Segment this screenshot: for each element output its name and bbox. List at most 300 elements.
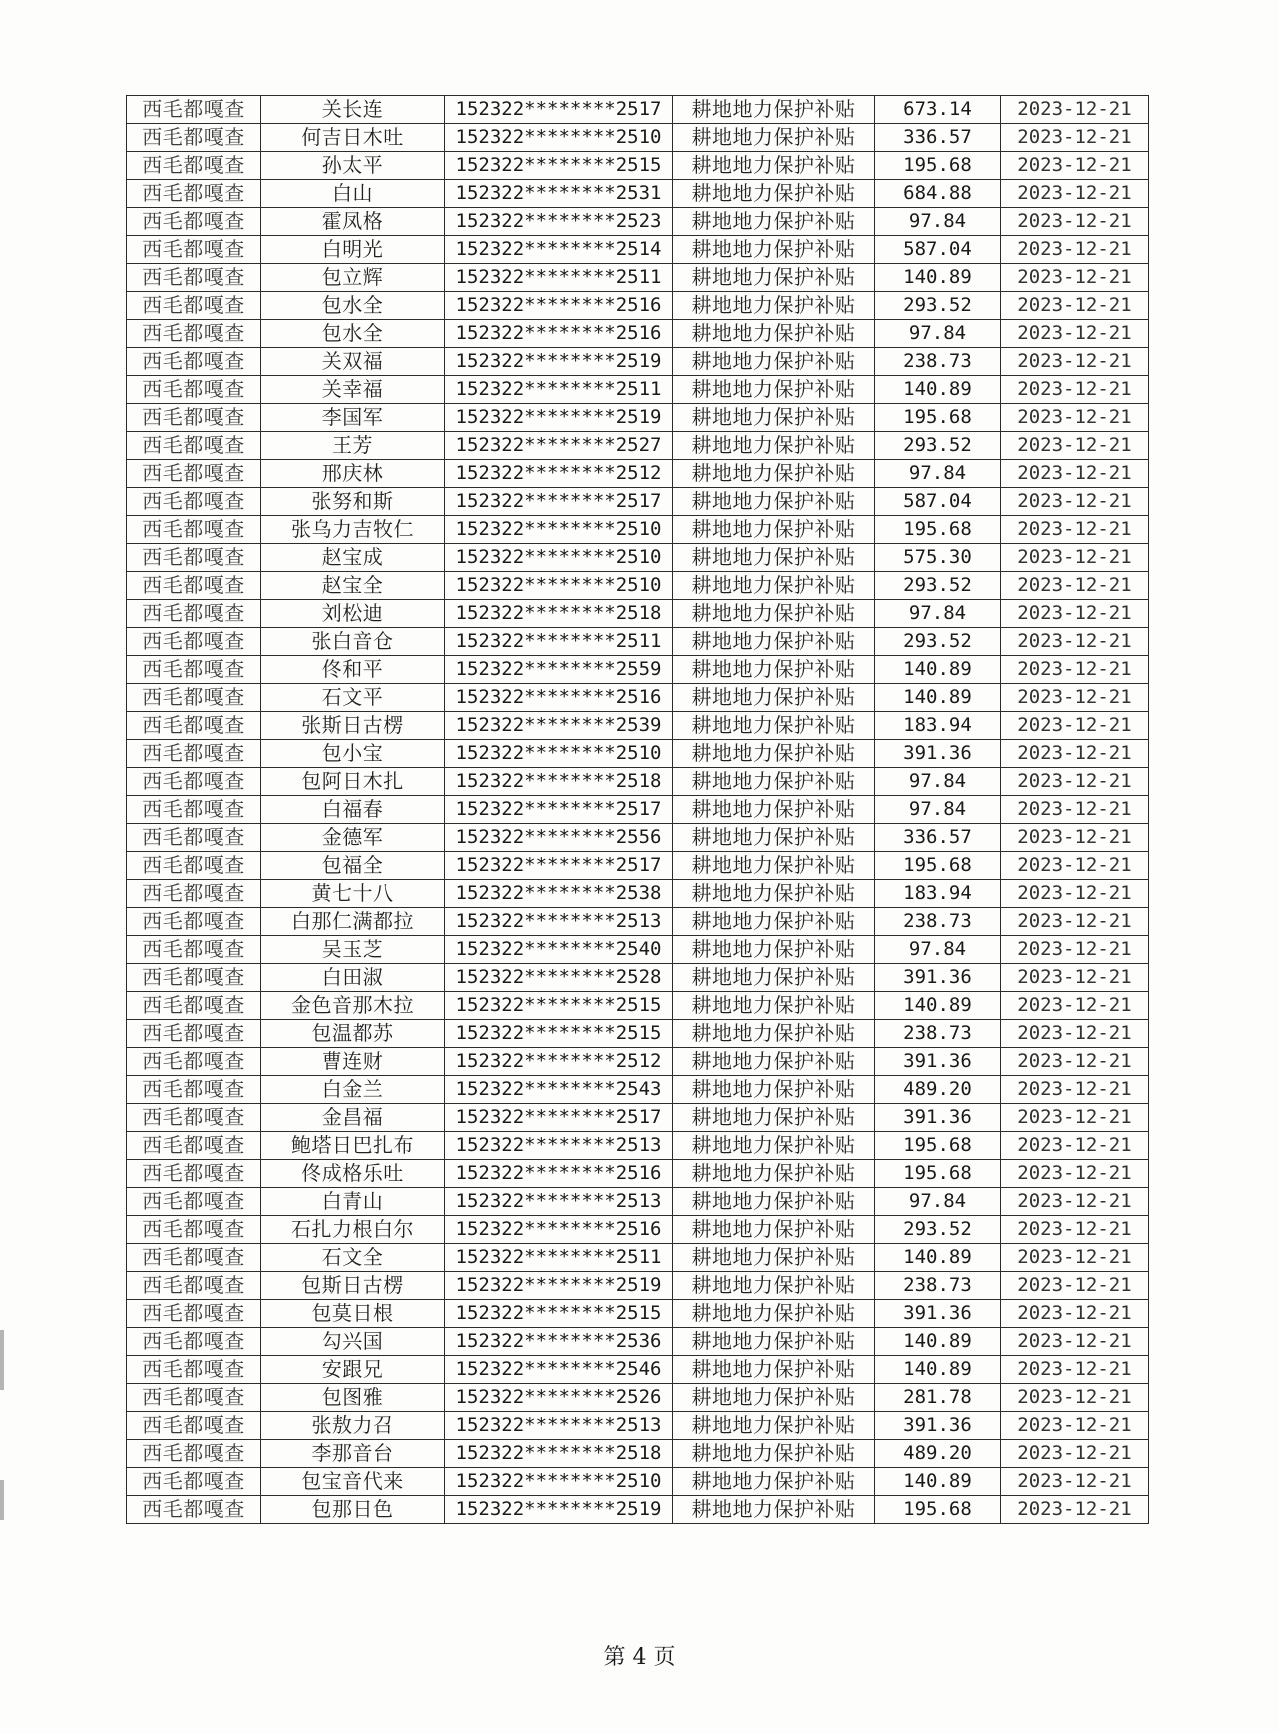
recipient-name-cell: 白金兰 <box>261 1076 445 1104</box>
subsidy-type-cell: 耕地地力保护补贴 <box>673 600 875 628</box>
date-cell: 2023-12-21 <box>1001 208 1149 236</box>
subsidy-type-cell: 耕地地力保护补贴 <box>673 1244 875 1272</box>
id-number-cell: 152322********2518 <box>445 1440 673 1468</box>
table-row <box>127 124 1149 152</box>
table-row <box>127 656 1149 684</box>
date-cell: 2023-12-21 <box>1001 992 1149 1020</box>
table-row <box>127 1300 1149 1328</box>
date-cell: 2023-12-21 <box>1001 712 1149 740</box>
recipient-name-cell: 石文全 <box>261 1244 445 1272</box>
table-row <box>127 1328 1149 1356</box>
table-row <box>127 404 1149 432</box>
date-cell: 2023-12-21 <box>1001 1384 1149 1412</box>
village-cell: 西毛都嘎查 <box>127 908 261 936</box>
subsidy-type-cell: 耕地地力保护补贴 <box>673 1440 875 1468</box>
date-cell: 2023-12-21 <box>1001 908 1149 936</box>
id-number-cell: 152322********2538 <box>445 880 673 908</box>
amount-cell: 195.68 <box>875 404 1001 432</box>
subsidy-type-cell: 耕地地力保护补贴 <box>673 348 875 376</box>
table-row <box>127 376 1149 404</box>
recipient-name-cell: 曹连财 <box>261 1048 445 1076</box>
village-cell: 西毛都嘎查 <box>127 936 261 964</box>
amount-cell: 238.73 <box>875 348 1001 376</box>
recipient-name-cell: 吴玉芝 <box>261 936 445 964</box>
table-row <box>127 208 1149 236</box>
subsidy-type-cell: 耕地地力保护补贴 <box>673 852 875 880</box>
village-cell: 西毛都嘎查 <box>127 516 261 544</box>
date-cell: 2023-12-21 <box>1001 1188 1149 1216</box>
date-cell: 2023-12-21 <box>1001 824 1149 852</box>
recipient-name-cell: 王芳 <box>261 432 445 460</box>
scan-edge-mark <box>0 1480 4 1520</box>
recipient-name-cell: 张敖力召 <box>261 1412 445 1440</box>
date-cell: 2023-12-21 <box>1001 1104 1149 1132</box>
subsidy-type-cell: 耕地地力保护补贴 <box>673 1356 875 1384</box>
subsidy-type-cell: 耕地地力保护补贴 <box>673 1300 875 1328</box>
recipient-name-cell: 包温都苏 <box>261 1020 445 1048</box>
date-cell: 2023-12-21 <box>1001 1300 1149 1328</box>
village-cell: 西毛都嘎查 <box>127 964 261 992</box>
village-cell: 西毛都嘎查 <box>127 852 261 880</box>
subsidy-type-cell: 耕地地力保护补贴 <box>673 488 875 516</box>
recipient-name-cell: 包小宝 <box>261 740 445 768</box>
village-cell: 西毛都嘎查 <box>127 488 261 516</box>
recipient-name-cell: 刘松迪 <box>261 600 445 628</box>
recipient-name-cell: 安跟兄 <box>261 1356 445 1384</box>
date-cell: 2023-12-21 <box>1001 1412 1149 1440</box>
village-cell: 西毛都嘎查 <box>127 1300 261 1328</box>
table-row <box>127 740 1149 768</box>
village-cell: 西毛都嘎查 <box>127 1216 261 1244</box>
recipient-name-cell: 白山 <box>261 180 445 208</box>
amount-cell: 238.73 <box>875 908 1001 936</box>
date-cell: 2023-12-21 <box>1001 96 1149 124</box>
subsidy-type-cell: 耕地地力保护补贴 <box>673 236 875 264</box>
date-cell: 2023-12-21 <box>1001 488 1149 516</box>
date-cell: 2023-12-21 <box>1001 180 1149 208</box>
table-row <box>127 348 1149 376</box>
village-cell: 西毛都嘎查 <box>127 208 261 236</box>
table-row <box>127 712 1149 740</box>
subsidy-type-cell: 耕地地力保护补贴 <box>673 1468 875 1496</box>
recipient-name-cell: 何吉日木吐 <box>261 124 445 152</box>
village-cell: 西毛都嘎查 <box>127 740 261 768</box>
amount-cell: 140.89 <box>875 264 1001 292</box>
id-number-cell: 152322********2519 <box>445 348 673 376</box>
table-row <box>127 1384 1149 1412</box>
date-cell: 2023-12-21 <box>1001 1328 1149 1356</box>
amount-cell: 140.89 <box>875 1468 1001 1496</box>
village-cell: 西毛都嘎查 <box>127 1412 261 1440</box>
id-number-cell: 152322********2512 <box>445 1048 673 1076</box>
recipient-name-cell: 白福春 <box>261 796 445 824</box>
table-row <box>127 96 1149 124</box>
subsidy-type-cell: 耕地地力保护补贴 <box>673 208 875 236</box>
table-row <box>127 1160 1149 1188</box>
village-cell: 西毛都嘎查 <box>127 1132 261 1160</box>
recipient-name-cell: 包那日色 <box>261 1496 445 1524</box>
amount-cell: 97.84 <box>875 320 1001 348</box>
subsidy-table <box>126 95 1149 1524</box>
amount-cell: 684.88 <box>875 180 1001 208</box>
recipient-name-cell: 石文平 <box>261 684 445 712</box>
village-cell: 西毛都嘎查 <box>127 628 261 656</box>
village-cell: 西毛都嘎查 <box>127 1188 261 1216</box>
table-row <box>127 1048 1149 1076</box>
table-row <box>127 628 1149 656</box>
village-cell: 西毛都嘎查 <box>127 1496 261 1524</box>
date-cell: 2023-12-21 <box>1001 544 1149 572</box>
table-row <box>127 600 1149 628</box>
amount-cell: 140.89 <box>875 1244 1001 1272</box>
id-number-cell: 152322********2519 <box>445 404 673 432</box>
village-cell: 西毛都嘎查 <box>127 1328 261 1356</box>
table-row <box>127 880 1149 908</box>
id-number-cell: 152322********2512 <box>445 460 673 488</box>
village-cell: 西毛都嘎查 <box>127 432 261 460</box>
village-cell: 西毛都嘎查 <box>127 880 261 908</box>
id-number-cell: 152322********2513 <box>445 1188 673 1216</box>
recipient-name-cell: 包水全 <box>261 320 445 348</box>
date-cell: 2023-12-21 <box>1001 460 1149 488</box>
date-cell: 2023-12-21 <box>1001 124 1149 152</box>
subsidy-type-cell: 耕地地力保护补贴 <box>673 1272 875 1300</box>
recipient-name-cell: 包水全 <box>261 292 445 320</box>
table-row <box>127 1272 1149 1300</box>
recipient-name-cell: 张乌力吉牧仁 <box>261 516 445 544</box>
subsidy-type-cell: 耕地地力保护补贴 <box>673 1020 875 1048</box>
id-number-cell: 152322********2526 <box>445 1384 673 1412</box>
id-number-cell: 152322********2513 <box>445 1412 673 1440</box>
village-cell: 西毛都嘎查 <box>127 824 261 852</box>
id-number-cell: 152322********2543 <box>445 1076 673 1104</box>
date-cell: 2023-12-21 <box>1001 1272 1149 1300</box>
table-row <box>127 1188 1149 1216</box>
village-cell: 西毛都嘎查 <box>127 796 261 824</box>
subsidy-type-cell: 耕地地力保护补贴 <box>673 432 875 460</box>
date-cell: 2023-12-21 <box>1001 236 1149 264</box>
table-row <box>127 796 1149 824</box>
date-cell: 2023-12-21 <box>1001 740 1149 768</box>
village-cell: 西毛都嘎查 <box>127 1076 261 1104</box>
subsidy-type-cell: 耕地地力保护补贴 <box>673 712 875 740</box>
table-row <box>127 1104 1149 1132</box>
recipient-name-cell: 包图雅 <box>261 1384 445 1412</box>
table-row <box>127 1020 1149 1048</box>
id-number-cell: 152322********2518 <box>445 768 673 796</box>
recipient-name-cell: 霍凤格 <box>261 208 445 236</box>
amount-cell: 195.68 <box>875 1160 1001 1188</box>
amount-cell: 391.36 <box>875 740 1001 768</box>
date-cell: 2023-12-21 <box>1001 1020 1149 1048</box>
recipient-name-cell: 李国军 <box>261 404 445 432</box>
amount-cell: 336.57 <box>875 124 1001 152</box>
amount-cell: 183.94 <box>875 712 1001 740</box>
subsidy-type-cell: 耕地地力保护补贴 <box>673 1384 875 1412</box>
table-row <box>127 544 1149 572</box>
amount-cell: 97.84 <box>875 208 1001 236</box>
subsidy-type-cell: 耕地地力保护补贴 <box>673 516 875 544</box>
subsidy-type-cell: 耕地地力保护补贴 <box>673 1496 875 1524</box>
date-cell: 2023-12-21 <box>1001 376 1149 404</box>
subsidy-type-cell: 耕地地力保护补贴 <box>673 460 875 488</box>
village-cell: 西毛都嘎查 <box>127 1160 261 1188</box>
table-row <box>127 516 1149 544</box>
id-number-cell: 152322********2517 <box>445 796 673 824</box>
recipient-name-cell: 勾兴国 <box>261 1328 445 1356</box>
amount-cell: 391.36 <box>875 1300 1001 1328</box>
subsidy-type-cell: 耕地地力保护补贴 <box>673 404 875 432</box>
recipient-name-cell: 赵宝成 <box>261 544 445 572</box>
amount-cell: 336.57 <box>875 824 1001 852</box>
subsidy-table-body <box>127 96 1149 1524</box>
recipient-name-cell: 金德军 <box>261 824 445 852</box>
subsidy-type-cell: 耕地地力保护补贴 <box>673 264 875 292</box>
id-number-cell: 152322********2516 <box>445 1216 673 1244</box>
amount-cell: 575.30 <box>875 544 1001 572</box>
id-number-cell: 152322********2511 <box>445 1244 673 1272</box>
id-number-cell: 152322********2510 <box>445 572 673 600</box>
id-number-cell: 152322********2517 <box>445 488 673 516</box>
amount-cell: 97.84 <box>875 768 1001 796</box>
subsidy-type-cell: 耕地地力保护补贴 <box>673 1328 875 1356</box>
recipient-name-cell: 金色音那木拉 <box>261 992 445 1020</box>
subsidy-type-cell: 耕地地力保护补贴 <box>673 992 875 1020</box>
date-cell: 2023-12-21 <box>1001 852 1149 880</box>
village-cell: 西毛都嘎查 <box>127 656 261 684</box>
table-row <box>127 1356 1149 1384</box>
amount-cell: 587.04 <box>875 236 1001 264</box>
recipient-name-cell: 白青山 <box>261 1188 445 1216</box>
id-number-cell: 152322********2517 <box>445 1104 673 1132</box>
village-cell: 西毛都嘎查 <box>127 1468 261 1496</box>
village-cell: 西毛都嘎查 <box>127 600 261 628</box>
village-cell: 西毛都嘎查 <box>127 1020 261 1048</box>
amount-cell: 489.20 <box>875 1076 1001 1104</box>
amount-cell: 195.68 <box>875 516 1001 544</box>
village-cell: 西毛都嘎查 <box>127 292 261 320</box>
date-cell: 2023-12-21 <box>1001 432 1149 460</box>
amount-cell: 391.36 <box>875 1104 1001 1132</box>
id-number-cell: 152322********2519 <box>445 1496 673 1524</box>
subsidy-type-cell: 耕地地力保护补贴 <box>673 1132 875 1160</box>
subsidy-type-cell: 耕地地力保护补贴 <box>673 908 875 936</box>
date-cell: 2023-12-21 <box>1001 320 1149 348</box>
recipient-name-cell: 包立辉 <box>261 264 445 292</box>
table-row <box>127 1412 1149 1440</box>
table-row <box>127 1468 1149 1496</box>
subsidy-type-cell: 耕地地力保护补贴 <box>673 1216 875 1244</box>
scan-edge-mark <box>0 1330 4 1390</box>
amount-cell: 391.36 <box>875 964 1001 992</box>
recipient-name-cell: 孙太平 <box>261 152 445 180</box>
amount-cell: 195.68 <box>875 852 1001 880</box>
date-cell: 2023-12-21 <box>1001 628 1149 656</box>
amount-cell: 140.89 <box>875 992 1001 1020</box>
recipient-name-cell: 黄七十八 <box>261 880 445 908</box>
id-number-cell: 152322********2540 <box>445 936 673 964</box>
subsidy-type-cell: 耕地地力保护补贴 <box>673 936 875 964</box>
subsidy-type-cell: 耕地地力保护补贴 <box>673 1076 875 1104</box>
id-number-cell: 152322********2515 <box>445 992 673 1020</box>
id-number-cell: 152322********2556 <box>445 824 673 852</box>
village-cell: 西毛都嘎查 <box>127 96 261 124</box>
date-cell: 2023-12-21 <box>1001 404 1149 432</box>
recipient-name-cell: 金昌福 <box>261 1104 445 1132</box>
table-row <box>127 684 1149 712</box>
village-cell: 西毛都嘎查 <box>127 544 261 572</box>
amount-cell: 97.84 <box>875 1188 1001 1216</box>
recipient-name-cell: 关双福 <box>261 348 445 376</box>
subsidy-type-cell: 耕地地力保护补贴 <box>673 292 875 320</box>
amount-cell: 238.73 <box>875 1272 1001 1300</box>
recipient-name-cell: 鲍塔日巴扎布 <box>261 1132 445 1160</box>
recipient-name-cell: 张斯日古楞 <box>261 712 445 740</box>
id-number-cell: 152322********2510 <box>445 1468 673 1496</box>
amount-cell: 97.84 <box>875 600 1001 628</box>
id-number-cell: 152322********2517 <box>445 96 673 124</box>
date-cell: 2023-12-21 <box>1001 572 1149 600</box>
id-number-cell: 152322********2518 <box>445 600 673 628</box>
subsidy-type-cell: 耕地地力保护补贴 <box>673 768 875 796</box>
village-cell: 西毛都嘎查 <box>127 1440 261 1468</box>
village-cell: 西毛都嘎查 <box>127 460 261 488</box>
table-row <box>127 852 1149 880</box>
table-row <box>127 180 1149 208</box>
table-row <box>127 152 1149 180</box>
recipient-name-cell: 邢庆林 <box>261 460 445 488</box>
recipient-name-cell: 赵宝全 <box>261 572 445 600</box>
table-row <box>127 1244 1149 1272</box>
date-cell: 2023-12-21 <box>1001 964 1149 992</box>
village-cell: 西毛都嘎查 <box>127 1384 261 1412</box>
subsidy-type-cell: 耕地地力保护补贴 <box>673 572 875 600</box>
village-cell: 西毛都嘎查 <box>127 1244 261 1272</box>
date-cell: 2023-12-21 <box>1001 656 1149 684</box>
id-number-cell: 152322********2510 <box>445 516 673 544</box>
id-number-cell: 152322********2559 <box>445 656 673 684</box>
table-row <box>127 824 1149 852</box>
recipient-name-cell: 包宝音代来 <box>261 1468 445 1496</box>
id-number-cell: 152322********2510 <box>445 124 673 152</box>
village-cell: 西毛都嘎查 <box>127 348 261 376</box>
id-number-cell: 152322********2515 <box>445 1020 673 1048</box>
id-number-cell: 152322********2527 <box>445 432 673 460</box>
id-number-cell: 152322********2513 <box>445 1132 673 1160</box>
date-cell: 2023-12-21 <box>1001 264 1149 292</box>
village-cell: 西毛都嘎查 <box>127 264 261 292</box>
recipient-name-cell: 包福全 <box>261 852 445 880</box>
date-cell: 2023-12-21 <box>1001 796 1149 824</box>
village-cell: 西毛都嘎查 <box>127 152 261 180</box>
date-cell: 2023-12-21 <box>1001 1132 1149 1160</box>
village-cell: 西毛都嘎查 <box>127 180 261 208</box>
id-number-cell: 152322********2539 <box>445 712 673 740</box>
id-number-cell: 152322********2546 <box>445 1356 673 1384</box>
page-number: 第 4 页 <box>603 1645 676 1670</box>
amount-cell: 293.52 <box>875 432 1001 460</box>
amount-cell: 195.68 <box>875 152 1001 180</box>
date-cell: 2023-12-21 <box>1001 1440 1149 1468</box>
amount-cell: 238.73 <box>875 1020 1001 1048</box>
subsidy-type-cell: 耕地地力保护补贴 <box>673 96 875 124</box>
recipient-name-cell: 李那音台 <box>261 1440 445 1468</box>
date-cell: 2023-12-21 <box>1001 348 1149 376</box>
id-number-cell: 152322********2517 <box>445 852 673 880</box>
date-cell: 2023-12-21 <box>1001 600 1149 628</box>
subsidy-type-cell: 耕地地力保护补贴 <box>673 656 875 684</box>
amount-cell: 140.89 <box>875 656 1001 684</box>
amount-cell: 281.78 <box>875 1384 1001 1412</box>
date-cell: 2023-12-21 <box>1001 684 1149 712</box>
table-row <box>127 768 1149 796</box>
id-number-cell: 152322********2516 <box>445 1160 673 1188</box>
recipient-name-cell: 佟和平 <box>261 656 445 684</box>
table-row <box>127 936 1149 964</box>
subsidy-type-cell: 耕地地力保护补贴 <box>673 628 875 656</box>
table-row <box>127 236 1149 264</box>
subsidy-type-cell: 耕地地力保护补贴 <box>673 1160 875 1188</box>
id-number-cell: 152322********2515 <box>445 152 673 180</box>
subsidy-type-cell: 耕地地力保护补贴 <box>673 684 875 712</box>
id-number-cell: 152322********2516 <box>445 292 673 320</box>
table-row <box>127 992 1149 1020</box>
amount-cell: 183.94 <box>875 880 1001 908</box>
id-number-cell: 152322********2511 <box>445 628 673 656</box>
amount-cell: 673.14 <box>875 96 1001 124</box>
table-row <box>127 488 1149 516</box>
id-number-cell: 152322********2510 <box>445 544 673 572</box>
village-cell: 西毛都嘎查 <box>127 404 261 432</box>
subsidy-type-cell: 耕地地力保护补贴 <box>673 1412 875 1440</box>
table-row <box>127 432 1149 460</box>
subsidy-type-cell: 耕地地力保护补贴 <box>673 740 875 768</box>
amount-cell: 140.89 <box>875 376 1001 404</box>
table-row <box>127 964 1149 992</box>
village-cell: 西毛都嘎查 <box>127 712 261 740</box>
date-cell: 2023-12-21 <box>1001 1244 1149 1272</box>
amount-cell: 293.52 <box>875 572 1001 600</box>
date-cell: 2023-12-21 <box>1001 1356 1149 1384</box>
recipient-name-cell: 佟成格乐吐 <box>261 1160 445 1188</box>
village-cell: 西毛都嘎查 <box>127 992 261 1020</box>
amount-cell: 195.68 <box>875 1132 1001 1160</box>
village-cell: 西毛都嘎查 <box>127 124 261 152</box>
id-number-cell: 152322********2511 <box>445 376 673 404</box>
village-cell: 西毛都嘎查 <box>127 236 261 264</box>
subsidy-type-cell: 耕地地力保护补贴 <box>673 1048 875 1076</box>
date-cell: 2023-12-21 <box>1001 768 1149 796</box>
date-cell: 2023-12-21 <box>1001 1048 1149 1076</box>
date-cell: 2023-12-21 <box>1001 516 1149 544</box>
table-row <box>127 1440 1149 1468</box>
amount-cell: 140.89 <box>875 1356 1001 1384</box>
recipient-name-cell: 石扎力根白尔 <box>261 1216 445 1244</box>
recipient-name-cell: 张努和斯 <box>261 488 445 516</box>
amount-cell: 195.68 <box>875 1496 1001 1524</box>
recipient-name-cell: 白明光 <box>261 236 445 264</box>
recipient-name-cell: 白那仁满都拉 <box>261 908 445 936</box>
table-row <box>127 1496 1149 1524</box>
village-cell: 西毛都嘎查 <box>127 1104 261 1132</box>
amount-cell: 489.20 <box>875 1440 1001 1468</box>
date-cell: 2023-12-21 <box>1001 152 1149 180</box>
table-row <box>127 1076 1149 1104</box>
recipient-name-cell: 关幸福 <box>261 376 445 404</box>
subsidy-type-cell: 耕地地力保护补贴 <box>673 544 875 572</box>
id-number-cell: 152322********2514 <box>445 236 673 264</box>
amount-cell: 293.52 <box>875 1216 1001 1244</box>
